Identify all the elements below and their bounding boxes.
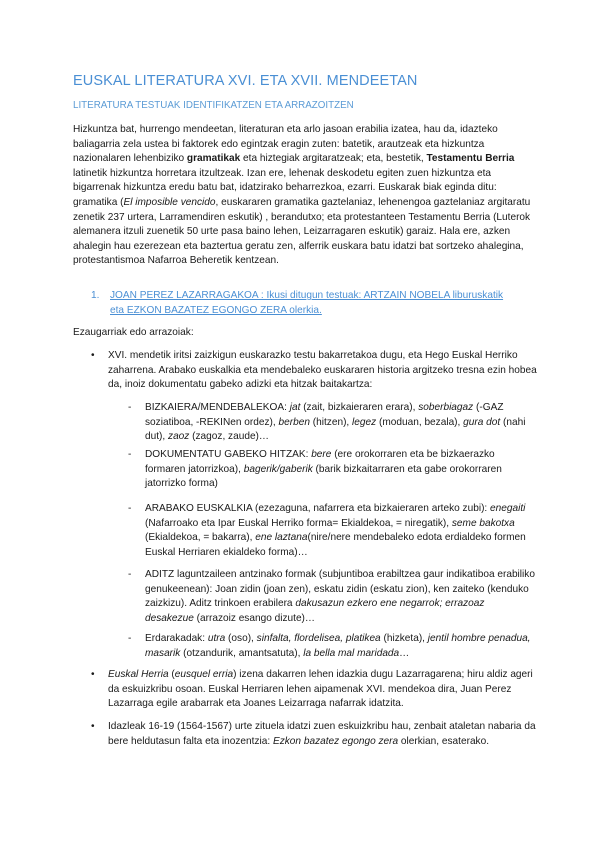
dash-marker: -: [128, 569, 132, 580]
bullet-marker: •: [91, 669, 95, 680]
bullet-item-oldest-text: [91, 349, 538, 393]
bullet-marker: •: [91, 350, 95, 361]
dash-marker: -: [128, 503, 132, 514]
features-lead: Ezaugarriak edo arrazoiak:: [73, 327, 194, 338]
dash-item-undocumented-words: - DOKUMENTATU GABEKO HITZAK: bere (ere orokorraren eta be bizkaerazko formaren jatorrizkoa), bagerik/gaberik (barik bizkaitarraren eta gabe orokorraren jatorrizko forma): [128, 449, 502, 490]
bullet-marker: •: [91, 721, 95, 732]
page-title: EUSKAL LITERATURA XVI. ETA XVII. MENDEETAN: [73, 73, 418, 89]
intro-paragraph: Hizkuntza bat, hurrengo mendeetan, literaturan eta arlo jasoan erabilia izatea, hau da, idazteko baliagarria zela ustea bi faktorek edo egintzak eragin zuten: batetik, arautzeak eta hizkuntza nazionalaren lehenbiziko gramatikak eta hiztegiak argitaratzeak; eta, bestetik, Testamentu Berria latinetik hizkuntza horretara itzultzeak. Izan ere, lehenak deskodetu egiten zuen hizkuntza eta bigarrenak hizkuntza eredu batu bat, idatzirako beharrezkoa, ezarri. Euskarak biak eginda ditu: gramatika (El imposible vencido, euskararen gramatika gaztelaniaz, lehenengoa gaztelaniaz argitaratu zenetik 237 urtera, Larramendiren eskutik) , berandutxo; eta protestanteen Testamentu Berria (Luterok alemanera itzuli zuenetik 50 urte pasa baino lehen, Leizarragaren eskutik) garaiz. Hala ere, azken ahalegin hau ezerezean eta baztertua geratu zen, alferrik euskara batu idatzi bat sortzeko ahalegina, protestantismoa Nafarroa Beheretik kentzean.: [73, 124, 531, 267]
dash-item-bizkaiera: - BIZKAIERA/MENDEBALEKOA: jat (zait, bizkaieraren erara), soberbiagaz (-GAZ soziatiboa, -REKINen ordez), berben (hitzen), legez (moduan, bezala), gura dot (nahi dut), zaoz (zagoz, zaude)…: [128, 402, 526, 443]
dash-item-loanwords: - Erdarakadak: utra (oso), sinfalta, flordelisea, platikea (hizketa), jentil hombre penadua, masarik (otzandurik, amantsatuta), la bella mal maridada…: [128, 633, 531, 659]
bullet-item-author-age: • Idazleak 16-19 (1564-1567) urte zituela idatzi zuen eskuizkribu hau, zenbait ataletan nabaria da bere heldutasun falta eta inozentzia: Ezkon bazatez egongo zera olerkian, esaterako.: [91, 721, 536, 747]
dash-marker: -: [128, 402, 132, 413]
dash-marker: -: [128, 633, 132, 644]
section-subtitle: LITERATURA TESTUAK IDENTIFIKATZEN ETA ARRAZOITZEN: [73, 100, 354, 111]
dash-marker: -: [128, 449, 132, 460]
bullet-item-euskal-herria: • Euskal Herria (eusquel erria) izena dakarren lehen idazkia dugu Lazarragarena; hiru aldiz ageri da eskuizkribu osoan. Euskal Herriaren lehen aipamenak XVI. mendekoa dira, Juan Perez Lazarraga egile arabarrak eta Joanes Leizarraga nafarrak idatzita.: [91, 669, 533, 710]
dash-item-araba-dialect: - ARABAKO EUSKALKIA (ezezaguna, nafarrera eta bizkaieraren arteko zubi): enegaiti (Nafarroako eta Ipar Euskal Herriko forma= Ekialdekoa, = niregatik), seme bakotxa (Ekialdekoa, = bakarra), ene laztana(nire/nere mendebaleko edota erdialdeko formen Euskal Herriaren ekialdeko forma)…: [128, 503, 526, 558]
texts-link[interactable]: JOAN PEREZ LAZARRAGAKOA : Ikusi ditugun testuak: ARTZAIN NOBELA liburuskatik eta EZKON BAZATEZ EGONGO ZERA olerkia.: [110, 290, 504, 316]
dash-item-auxiliary-verbs: - ADITZ laguntzaileen antzinako formak (subjuntiboa erabiltzea gaur indikatiboa erabiliko genukeenean): Joan zidin (joan zen), eskatu zidin (eskatu zion), ken zaiteko (kenduko zaizkizu). Aditz trinkoen erabilera dakusazun ezkero ene negarrok; errazoaz desakezue (arrazoiz esango dizute)…: [128, 569, 535, 624]
list-number: 1.: [91, 290, 100, 301]
bullet-text: XVI. mendetik iritsi zaizkigun euskarazko testu bakarretakoa dugu, eta Hego Euskal Herriko zaharrena. Arabako euskalkia eta mendebaleko euskararen historia argitzeko tresna ezin hobea da, inoiz dokumentatu gabeko adizki eta hitzak baitakartza:: [108, 350, 537, 391]
